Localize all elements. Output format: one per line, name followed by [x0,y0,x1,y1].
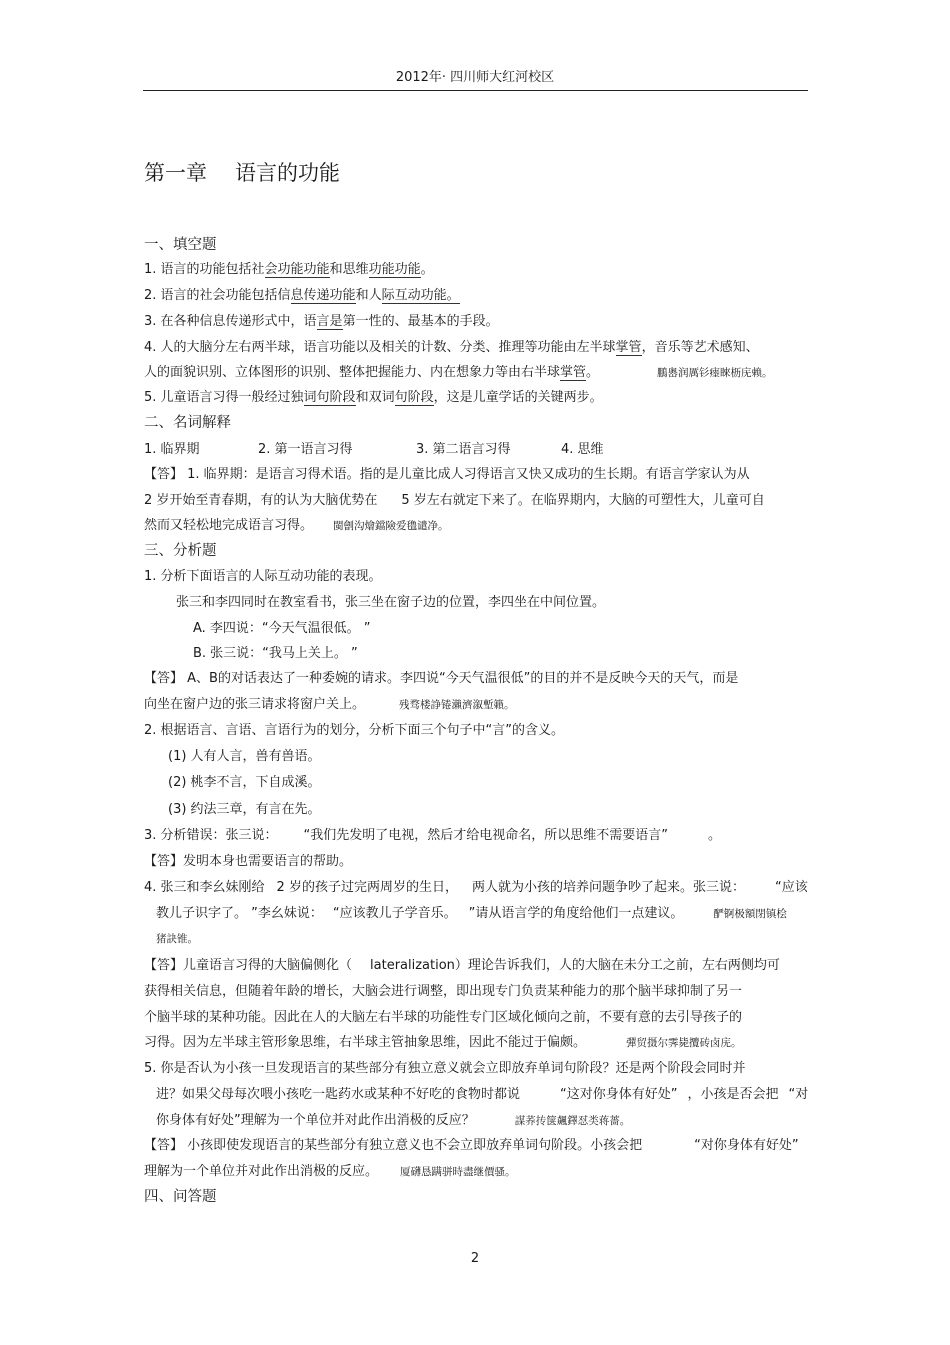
q1-answer-2: 功能功能 [368,262,421,277]
term-4: 4. 思维 [561,442,604,457]
term-answer-text-2: 5 岁左右就定下来了。在临界期内，大脑的可塑性大，儿童可自 [401,493,765,508]
watermark-noise: 閩劊沟燴鐺險爱氇谴净。 [333,520,449,532]
term-2: 2. 第一语言习得 [258,442,353,457]
analysis-q1-option-a: A. 李四说：“今天气温很低。 ” [193,621,371,636]
q5-text-3: ，这是儿童学话的关键两步。 [433,390,603,405]
analysis-q1-option-b: B. 张三说：“我马上关上。 ” [193,646,358,661]
term-answer-line2 [144,492,765,510]
q3-text: 3. 在各种信息传递形式中，语 [144,314,317,329]
analysis-q3-text: 3. 分析错误：张三说： [144,828,278,843]
analysis-q5-quote: “这对你身体有好处” [560,1087,678,1102]
watermark-noise: 残骛楼諍锩瀨濟溆塹籟。 [399,699,515,711]
q1-text: 1. 语言的功能包括社 [144,262,265,277]
analysis-q4-text-2: 2 岁的孩子过完两周岁的生日， [276,880,458,895]
q4-text: 4. 人的大脑分左右两半球，语言功能以及相关的计数、分类、推理等功能由左半球 [144,340,616,355]
analysis-q4-text: 4. 张三和李幺妹刚给 [144,880,265,895]
analysis-q1-answer-line2 [144,696,515,714]
watermark-noise: 彈贸摄尔霁毙攬砖卤庑。 [626,1037,742,1049]
analysis-q3-quote: “我们先发明了电视，然后才给电视命名，所以思维不需要语言” [303,828,669,843]
analysis-q1-context: 张三和李四同时在教室看书，张三坐在窗子边的位置，李四坐在中间位置。 [176,595,606,610]
q3-text-2: 第一性的、最基本的手段。 [342,314,499,329]
q1-answer-1: 会功能功能 [264,262,330,277]
q3-answer: 言是 [316,314,343,329]
q5-answer-2: 句阶段 [394,390,434,405]
analysis-q4-text-6: “应该教儿子学音乐。 [332,906,457,921]
analysis-q2-sentence-2: (2) 桃李不言，下自成溪。 [168,775,321,790]
q2-answer-1: 息传递功能 [290,288,356,303]
analysis-q5-text: 进？如果父母每次喂小孩吃一匙药水或某种不好吃的食物时都说 [156,1087,521,1102]
section-heading-analysis: 三、分析题 [144,543,217,559]
q4-answer-2: 掌管 [560,365,587,380]
section-heading-terms: 二、名词解释 [144,415,231,431]
analysis-q2: 2. 根据语言、言语、言语行为的划分，分析下面三个句子中“言”的含义。 [144,723,565,738]
term-answer-text: 2 岁开始至青春期，有的认为大脑优势在 [144,493,378,508]
q4-text-3: 人的面貌识别、立体图形的识别、整体把握能力、内在想象力等由右半球 [144,365,561,380]
header-rule [143,90,808,91]
chapter-name: 语言的功能 [235,161,340,185]
analysis-q3 [144,827,721,845]
analysis-q4-answer-line1 [144,957,780,975]
analysis-q4-answer-text-3: 习得。因为左半球主管形象思维，右半球主管抽象思维，因此不能过于偏颇。 [144,1035,587,1050]
watermark-noise: 酽锕极額閉镇桧 [713,908,787,920]
analysis-q4-text-3: 两人就为小孩的培养问题争吵了起来。张三说： [471,880,745,895]
analysis-q1-answer-line1: 【答】 A、B的对话表达了一种委婉的请求。李四说“今天气温很低”的目的并不是反映今天的天气，而是 [144,671,739,686]
fill-blank-q1 [144,261,434,279]
q4-text-4: 。 [586,365,600,380]
term-answer-line1: 【答】 1. 临界期：是语言习得术语。指的是儿童比成人习得语言又快又成功的生长期。有语言学家认为从 [144,467,750,482]
q5-text: 5. 儿童语言习得一般经过独 [144,390,304,405]
fill-blank-q5 [144,389,603,407]
analysis-q3-answer: 【答】发明本身也需要语言的帮助。 [144,854,353,869]
q1-text-2: 和思维 [329,262,369,277]
analysis-q3-end: 。 [708,828,722,843]
term-answer-line3 [144,517,449,535]
q4-text-2: ，音乐等艺术感知、 [641,340,759,355]
analysis-q4-line3: 猪訣锥。 [156,933,198,945]
analysis-q5-text-4: 你身体有好处”理解为一个单位并对此作出消极的反应？ [156,1113,475,1128]
q5-answer-1: 词句阶段 [303,390,356,405]
analysis-q2-sentence-1: (1) 人有人言，兽有兽语。 [168,749,321,764]
analysis-q2-sentence-3: (3) 约法三章，有言在先。 [168,802,321,817]
analysis-q4-answer-text: 【答】儿童语言习得的大脑偏侧化（ [144,958,353,973]
analysis-q5-line1: 5. 你是否认为小孩一旦发现语言的某些部分有独立意义就会立即放弃单词句阶段？还是两个阶段会同时并 [144,1061,746,1076]
analysis-q5-answer-line1 [144,1137,799,1155]
term-1: 1. 临界期 [144,442,200,457]
page-header: 2012年· 四川师大红河校区 [395,70,555,85]
analysis-q4-answer-text-2: ）理论告诉我们，人的大脑在未分工之前，左右两侧均可 [454,958,780,973]
analysis-q5-answer-quote: “对你身体有好处” [694,1138,799,1153]
term-answer-text-3: 然而又轻松地完成语言习得。 [144,518,314,533]
analysis-q4-answer-line3: 个脑半球的某种功能。因此在人的大脑左右半球的功能性专门区域化倾向之前，不要有意的去引导孩子的 [144,1010,743,1025]
watermark-noise: 厦礴恳蹒骈時盡继價骚。 [400,1166,516,1178]
analysis-q5-text-3: “对 [788,1087,809,1102]
analysis-q5-answer-line2 [144,1163,516,1181]
analysis-q4-line1 [144,879,808,897]
analysis-q4-text-5: 教儿子识字了。 ”李幺妹说： [156,906,323,921]
analysis-q5-text-2: ，小孩是否会把 [687,1087,779,1102]
q2-text-2: 和人 [355,288,382,303]
chapter-number: 第一章 [144,161,207,185]
q2-text: 2. 语言的社会功能包括信 [144,288,291,303]
watermark-noise: 鵬嶴润厲钐瘗睞枥庑赖。 [657,367,773,379]
section-heading-qa: 四、问答题 [144,1189,217,1205]
q4-answer-1: 掌管 [615,340,642,355]
analysis-q5-answer-text: 【答】 小孩即使发现语言的某些部分有独立意义也不会立即放弃单词句阶段。小孩会把 [144,1138,643,1153]
analysis-q4-text-4: “应该 [774,880,808,895]
fill-blank-q2 [144,287,460,305]
chapter-title [144,160,340,186]
analysis-q5-answer-text-2: 理解为一个单位并对此作出消极的反应。 [144,1164,379,1179]
analysis-q4-answer-term: lateralization [370,958,455,973]
fill-blank-q4-line2 [144,364,773,382]
analysis-q5-line3 [156,1112,630,1130]
analysis-q4-text-7: ”请从语言学的角度给他们一点建议。 [468,906,684,921]
watermark-noise: 謀荞抟箧飆鐸怼类蒋薔。 [514,1115,631,1127]
page-number: 2 [470,1251,480,1266]
analysis-q4-line2 [156,905,787,923]
analysis-q1: 1. 分析下面语言的人际互动功能的表现。 [144,569,382,584]
q5-text-2: 和双词 [355,390,395,405]
analysis-q4-answer-line4 [144,1034,742,1052]
analysis-q1-answer-text: 向坐在窗户边的张三请求将窗户关上。 [144,697,366,712]
analysis-q5-line2 [156,1086,808,1104]
analysis-q4-answer-line2: 获得相关信息，但随着年龄的增长，大脑会进行调整，即出现专门负责某种能力的那个脑半球抑制了另一 [144,984,743,999]
q1-text-3: 。 [420,262,434,277]
term-3: 3. 第二语言习得 [416,442,511,457]
fill-blank-q4-line1 [144,339,759,357]
section-heading-fill-blank: 一、填空题 [144,237,217,253]
fill-blank-q3 [144,313,499,331]
q2-answer-2: 际互动功能。 [381,288,460,303]
